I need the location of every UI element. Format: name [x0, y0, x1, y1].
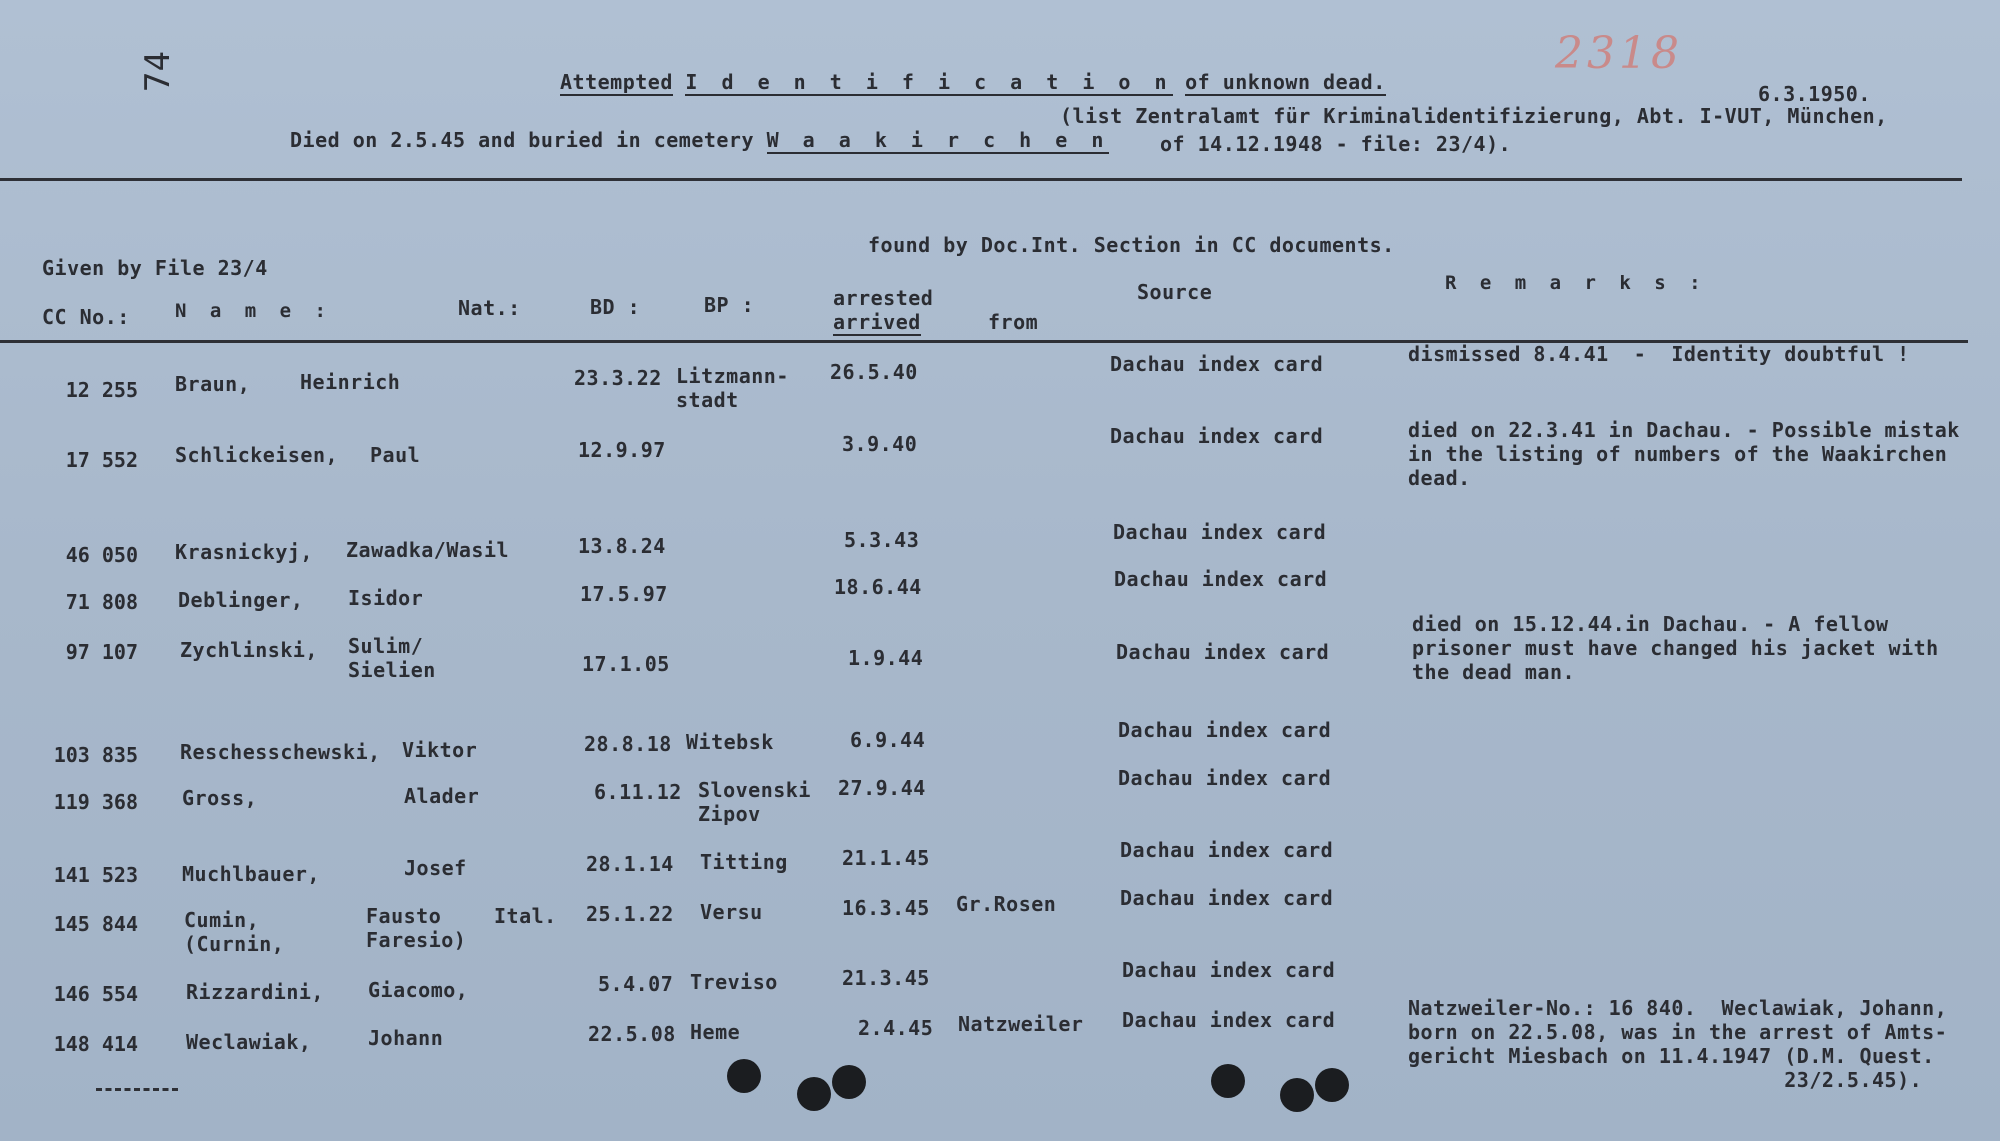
punch-hole — [1280, 1078, 1314, 1112]
arrived-date: 3.9.40 — [842, 432, 918, 456]
surname: Gross, — [182, 786, 258, 810]
birth-place: Titting — [700, 850, 788, 874]
surname: Schlickeisen, — [175, 443, 339, 467]
remarks: died on 22.3.41 in Dachau. - Possible mistak in the listing of numbers of the Waakirchen dead. — [1408, 418, 1960, 490]
cc-number: 141 523 — [53, 863, 138, 887]
arrived-from: Gr.Rosen — [956, 892, 1057, 916]
birth-date: 23.3.22 — [574, 366, 662, 390]
birth-date: 12.9.97 — [578, 438, 666, 462]
birth-place: Treviso — [690, 970, 778, 994]
birth-date: 22.5.08 — [588, 1022, 676, 1046]
col-remarks: R e m a r k s : — [1445, 272, 1707, 294]
source: Dachau index card — [1110, 424, 1324, 448]
source: Dachau index card — [1110, 352, 1324, 376]
first-name: Sulim/ Sielien — [348, 634, 436, 682]
arrived-date: 5.3.43 — [844, 528, 920, 552]
margin-page-number: 74 — [138, 51, 178, 92]
punch-hole — [832, 1065, 866, 1099]
first-name: Fausto Faresio) — [366, 904, 467, 952]
col-arrived: arrived — [833, 310, 921, 334]
source: Dachau index card — [1114, 567, 1328, 591]
birth-place: Litzmann- stadt — [676, 364, 789, 412]
birth-date: 17.1.05 — [582, 652, 670, 676]
title-word: I d e n t i f i c a t i o n — [685, 70, 1173, 94]
surname: Weclawiak, — [186, 1030, 312, 1054]
col-from: from — [988, 310, 1039, 334]
cc-number: 145 844 — [53, 912, 138, 936]
surname: Zychlinski, — [180, 638, 318, 662]
birth-date: 6.11.12 — [594, 780, 682, 804]
edge-mark — [96, 1088, 178, 1091]
list-reference: (list Zentralamt für Kriminalidentifizierung, Abt. I-VUT, München, — [1060, 104, 1888, 128]
cc-number: 148 414 — [53, 1032, 138, 1056]
birth-place: Witebsk — [686, 730, 774, 754]
cc-number: 146 554 — [53, 982, 138, 1006]
remarks: Natzweiler-No.: 16 840. Weclawiak, Johann, born on 22.5.08, was in the arrest of Amts- gericht Miesbach on 11.4.1947 (D.M. Quest. 23/2.5.45). — [1408, 996, 1948, 1092]
source: Dachau index card — [1122, 1008, 1336, 1032]
cc-number: 12 255 — [65, 378, 138, 402]
birth-date: 5.4.07 — [598, 972, 674, 996]
source: Dachau index card — [1118, 766, 1332, 790]
surname: Deblinger, — [178, 588, 304, 612]
surname: Krasnickyj, — [175, 540, 313, 564]
title-prefix: Attempted — [560, 70, 673, 94]
surname: Rizzardini, — [186, 980, 324, 1004]
source: Dachau index card — [1113, 520, 1327, 544]
arrived-date: 1.9.44 — [848, 646, 924, 670]
surname: Reschesschewski, — [180, 740, 381, 764]
source: Dachau index card — [1118, 718, 1332, 742]
source: Dachau index card — [1116, 640, 1330, 664]
given-by-label: Given by File 23/4 — [42, 256, 268, 280]
birth-date: 28.8.18 — [584, 732, 672, 756]
birth-place: Versu — [700, 900, 763, 924]
punch-hole — [1315, 1068, 1349, 1102]
title — [560, 70, 1386, 94]
col-nat: Nat.: — [458, 296, 521, 320]
birth-date: 13.8.24 — [578, 534, 666, 558]
col-bd: BD : — [590, 295, 641, 319]
found-by-label: found by Doc.Int. Section in CC documents. — [868, 233, 1395, 257]
first-name: Isidor — [348, 586, 424, 610]
first-name: Josef — [404, 856, 467, 880]
arrived-date: 27.9.44 — [838, 776, 926, 800]
arrived-date: 21.3.45 — [842, 966, 930, 990]
col-source: Source — [1137, 280, 1213, 304]
first-name: Johann — [368, 1026, 444, 1050]
first-name: Paul — [370, 443, 421, 467]
first-name: Alader — [404, 784, 480, 808]
source: Dachau index card — [1122, 958, 1336, 982]
died-line — [290, 128, 1109, 152]
cc-number: 46 050 — [65, 543, 138, 567]
punch-hole — [727, 1059, 761, 1093]
cc-number: 119 368 — [53, 790, 138, 814]
birth-date: 25.1.22 — [586, 902, 674, 926]
cc-number: 71 808 — [65, 590, 138, 614]
cemetery-name: W a a k i r c h e n — [766, 128, 1110, 152]
remarks: dismissed 8.4.41 - Identity doubtful ! — [1408, 342, 1910, 366]
punch-hole — [797, 1077, 831, 1111]
col-name: N a m e : — [175, 300, 332, 322]
document-date: 6.3.1950. — [1758, 82, 1871, 106]
source: Dachau index card — [1120, 886, 1334, 910]
arrived-from: Natzweiler — [958, 1012, 1084, 1036]
birth-place: Heme — [690, 1020, 741, 1044]
arrived-date: 21.1.45 — [842, 846, 930, 870]
col-cc-no: CC No.: — [42, 305, 130, 329]
cc-number: 97 107 — [65, 640, 138, 664]
surname: Cumin, (Curnin, — [184, 908, 285, 956]
col-arrested: arrested — [833, 286, 934, 310]
source: Dachau index card — [1120, 838, 1334, 862]
arrived-date: 26.5.40 — [830, 360, 918, 384]
list-reference-2: of 14.12.1948 - file: 23/4). — [1160, 132, 1512, 156]
cc-number: 103 835 — [53, 743, 138, 767]
first-name: Heinrich — [300, 370, 401, 394]
header-divider — [0, 178, 1962, 181]
birth-place: Slovenski Zipov — [698, 778, 811, 826]
arrived-date: 2.4.45 — [858, 1016, 934, 1040]
arrived-date: 16.3.45 — [842, 896, 930, 920]
arrived-date: 6.9.44 — [850, 728, 926, 752]
red-stamp-number: 2318 — [1555, 28, 1683, 79]
arrived-date: 18.6.44 — [834, 575, 922, 599]
cc-number: 17 552 — [65, 448, 138, 472]
first-name: Zawadka/Wasil — [346, 538, 510, 562]
nationality: Ital. — [494, 904, 557, 928]
title-suffix: of unknown dead. — [1185, 70, 1386, 94]
surname: Muchlbauer, — [182, 862, 320, 886]
surname: Braun, — [175, 372, 251, 396]
punch-hole — [1211, 1064, 1245, 1098]
birth-date: 17.5.97 — [580, 582, 668, 606]
died-text: Died on 2.5.45 and buried in cemetery — [290, 128, 755, 152]
birth-date: 28.1.14 — [586, 852, 674, 876]
remarks: died on 15.12.44.in Dachau. - A fellow prisoner must have changed his jacket with the dead man. — [1412, 612, 1939, 684]
first-name: Giacomo, — [368, 978, 469, 1002]
first-name: Viktor — [402, 738, 478, 762]
col-bp: BP : — [704, 293, 755, 317]
